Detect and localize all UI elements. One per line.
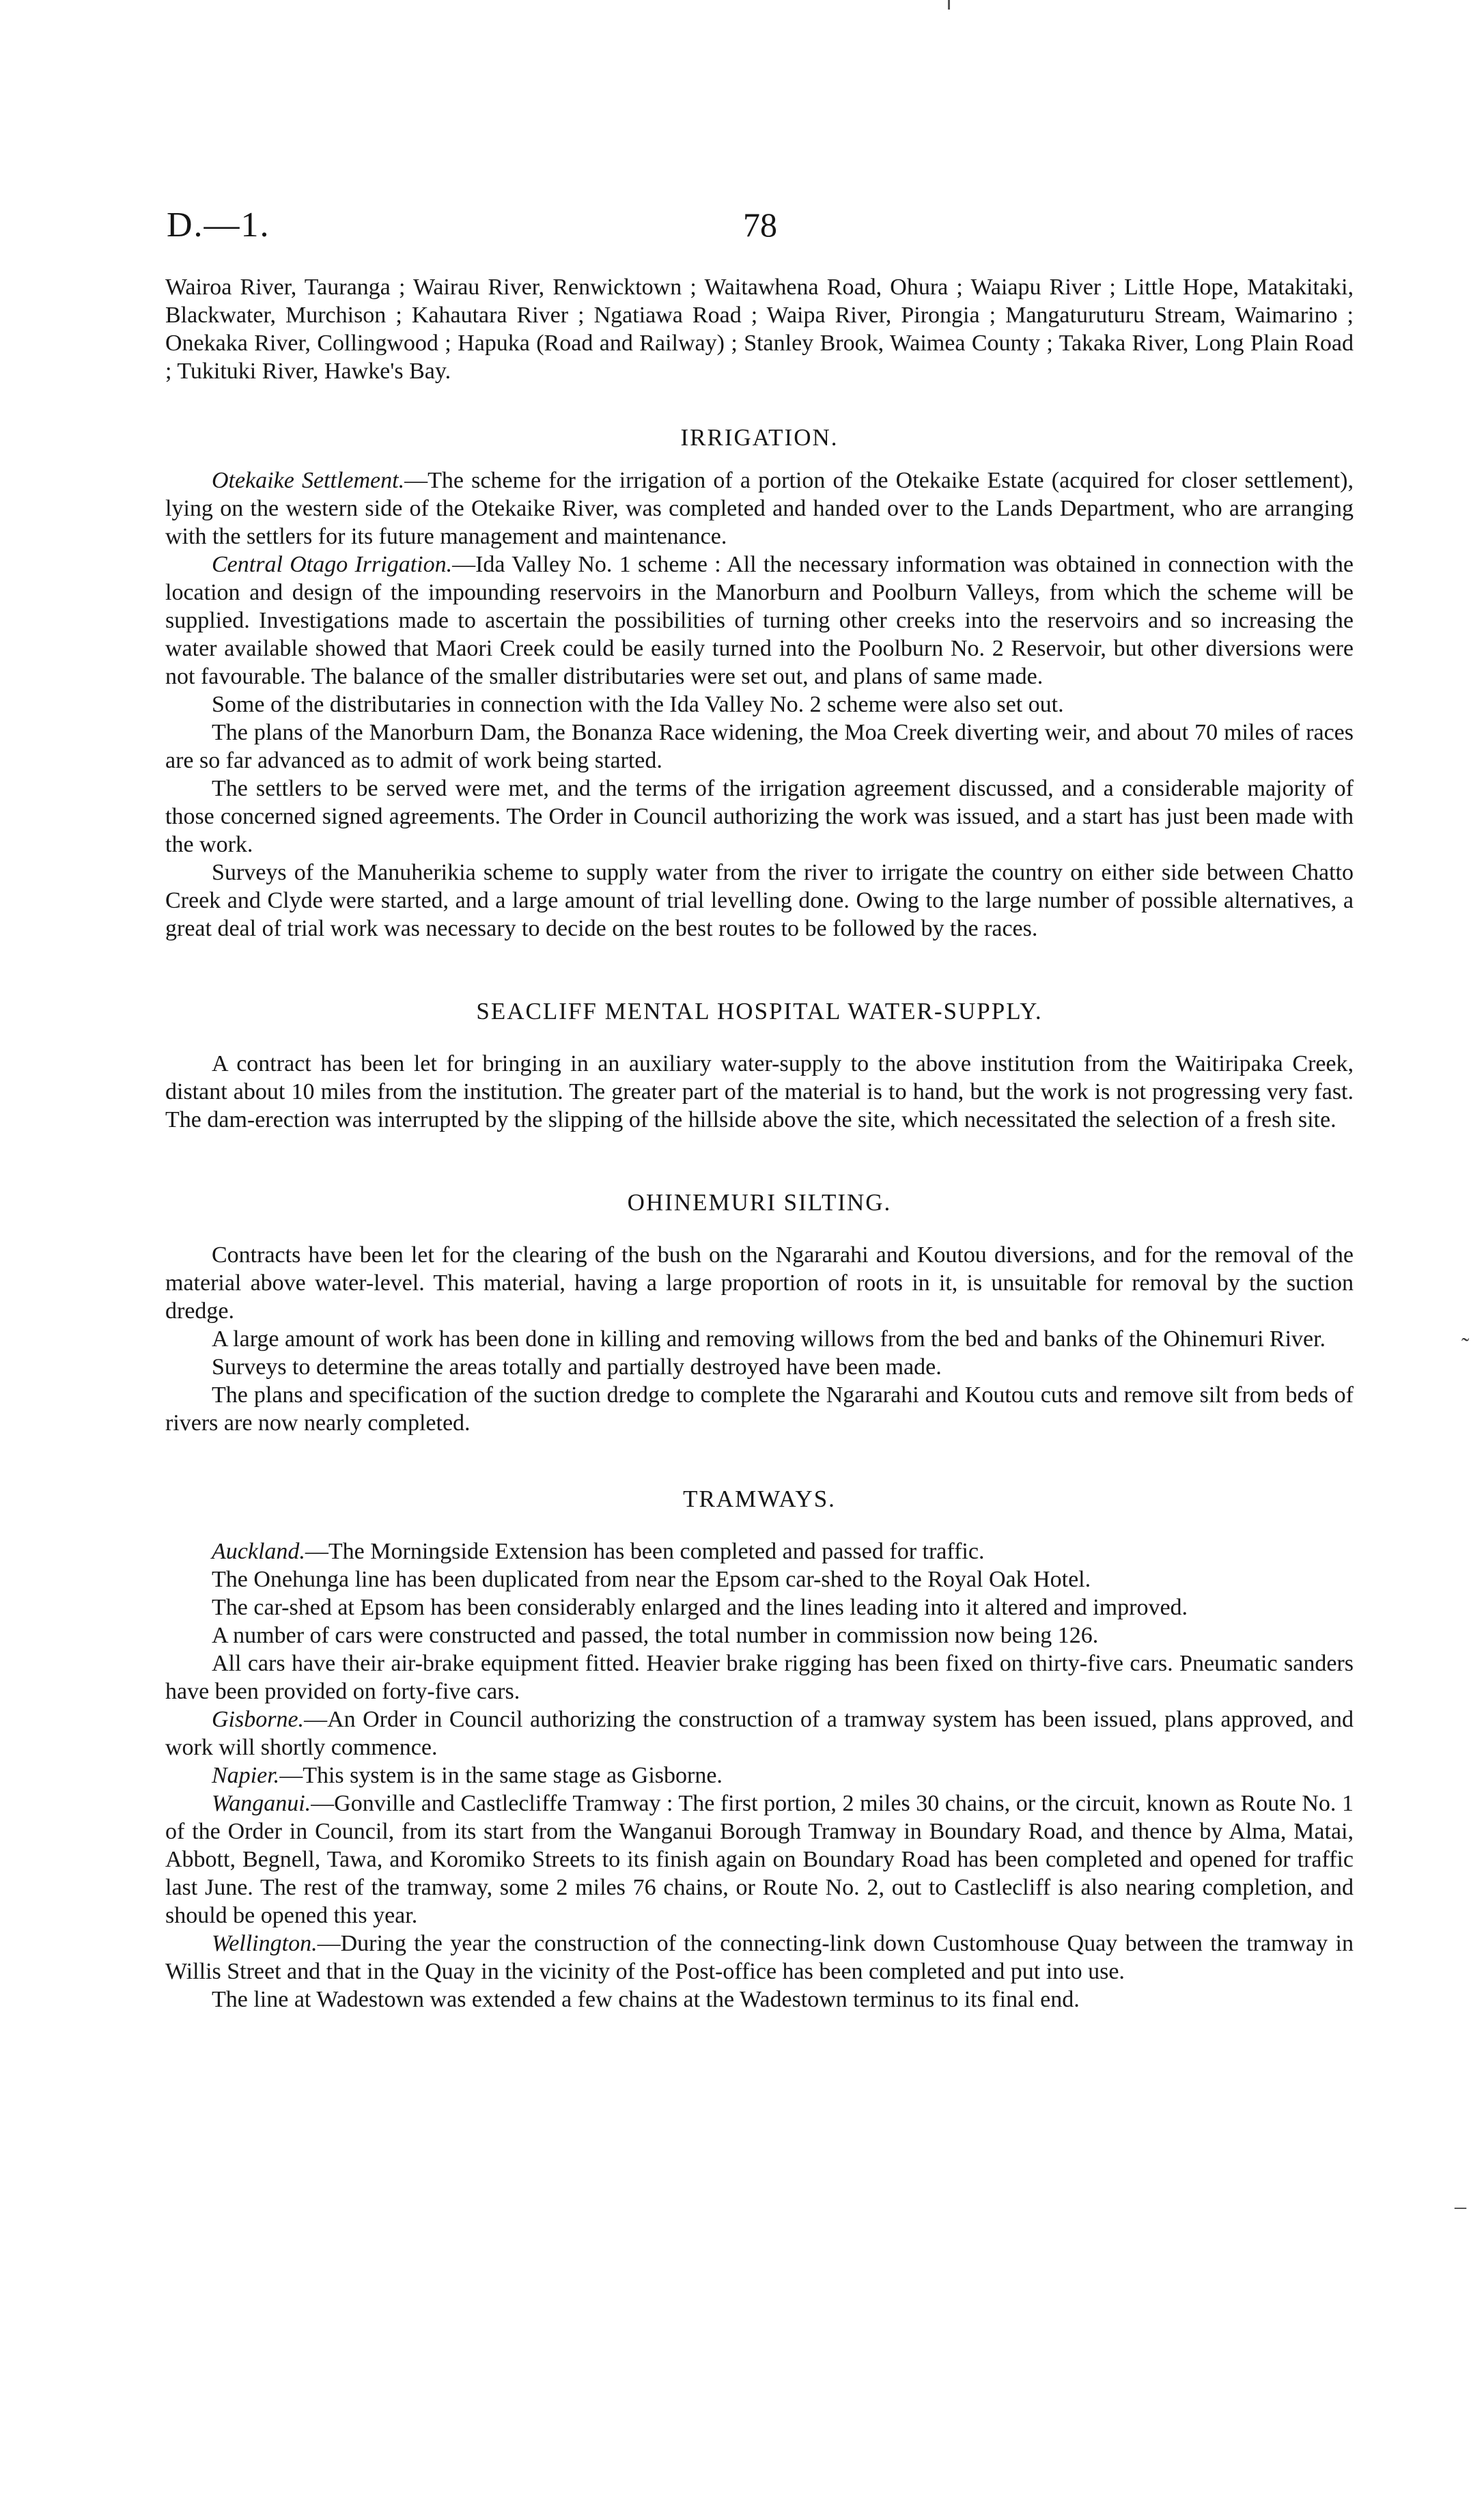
auckland-lead: Auckland. <box>212 1539 305 1564</box>
paragraph: A number of cars were constructed and passed, the total number in commission now being 126. <box>212 1623 1099 1648</box>
irrigation-heading: IRRIGATION. <box>680 424 839 451</box>
auckland-paragraph <box>165 1537 1354 1565</box>
paragraph: The settlers to be served were met, and the terms of the irrigation agreement discussed, and a considerable majority of those concerned signed agreements. The Order in Council authorizing the work was issued, and a start has just been made with the work. <box>165 776 1354 857</box>
paragraph: The plans of the Manorburn Dam, the Bonanza Race widening, the Moa Creek diverting weir, and about 70 miles of races are so far advanced as to admit of work being started. <box>165 720 1354 773</box>
otekaike-paragraph <box>165 466 1354 551</box>
seacliff-section <box>165 997 1354 1134</box>
document-reference: D.—1. <box>167 206 270 245</box>
ohinemuri-heading: OHINEMURI SILTING. <box>627 1189 892 1216</box>
wellington-text: —During the year the construction of the connecting-link down Customhouse Quay between the tramway in Willis Street and that in the Quay in the vicinity of the Post-office has been completed and put into use. <box>165 1931 1354 1984</box>
paragraph: Surveys of the Manuherikia scheme to supply water from the river to irrigate the country on either side between Chatto Creek and Clyde were started, and a large amount of trial levelling done. Owing to the large number of possible alternatives, a great deal of trial work was necessary to decide on the best routes to be followed by the races. <box>165 860 1354 941</box>
napier-text: —This system is in the same stage as Gisborne. <box>279 1763 723 1788</box>
wellington-lead: Wellington. <box>212 1931 318 1956</box>
paragraph: The car-shed at Epsom has been considerably enlarged and the lines leading into it altered and improved. <box>212 1595 1188 1620</box>
paragraph: A large amount of work has been done in killing and removing willows from the bed and banks of the Ohinemuri River. <box>212 1326 1326 1352</box>
gisborne-text: —An Order in Council authorizing the construction of a tramway system has been issued, plans approved, and work will shortly commence. <box>165 1707 1354 1760</box>
central-otago-paragraph <box>165 551 1354 691</box>
central-otago-text: —Ida Valley No. 1 scheme : All the necessary information was obtained in connection with the location and design of the impounding reservoirs in the Manorburn and Poolburn Valleys, from which the scheme will be supplied. Investigations made to ascertain the possibilities of turning other creeks into the reservoirs and so increasing the water available showed that Maori Creek could be easily turned into the Poolburn No. 2 Reservoir, but other diversions were not favourable. The balance of the smaller distributaries were set out, and plans of same made. <box>165 552 1354 689</box>
wanganui-paragraph <box>165 1789 1354 1930</box>
margin-dash: – <box>1455 2194 1466 2219</box>
tramways-heading: TRAMWAYS. <box>683 1486 836 1512</box>
seacliff-heading: SEACLIFF MENTAL HOSPITAL WATER-SUPPLY. <box>476 998 1043 1025</box>
paragraph: The line at Wadestown was extended a few chains at the Wadestown terminus to its final end. <box>212 1987 1080 2012</box>
wellington-paragraph <box>165 1930 1354 1986</box>
wanganui-text: —Gonville and Castlecliffe Tramway : The first portion, 2 miles 30 chains, or the circuit, known as Route No. 1 of the Order in Council, from its start from the Wanganui Borough Tramway in Boundary Road, and thence by Alma, Matai, Abbott, Begnell, Tawa, and Koromiko Streets to its finish again on Boundary Road has been completed and opened for traffic last June. The rest of the tramway, some 2 miles 76 chains, or Route No. 2, out to Castlecliff is also nearing completion, and should be opened this year. <box>165 1791 1354 1928</box>
central-otago-lead: Central Otago Irrigation. <box>212 552 453 577</box>
paragraph: Some of the distributaries in connection with the Ida Valley No. 2 scheme were also set out. <box>212 692 1064 717</box>
paragraph: A contract has been let for bringing in an auxiliary water-supply to the above institution from the Waitiripaka Creek, distant about 10 miles from the institution. The greater part of the material is to hand, but the work is not progressing very fast. The dam-erection was interrupted by the slipping of the hillside above the site, which necessitated the selection of a fresh site. <box>165 1051 1354 1132</box>
ohinemuri-section <box>165 1188 1354 1437</box>
napier-lead: Napier. <box>212 1763 280 1788</box>
paragraph: The Onehunga line has been duplicated from near the Epsom car-shed to the Royal Oak Hotel. <box>212 1567 1091 1592</box>
otekaike-text: —The scheme for the irrigation of a portion of the Otekaike Estate (acquired for closer settlement), lying on the western side of the Otekaike River, was completed and handed over to the Lands Department, who are arranging with the settlers for its future management and maintenance. <box>165 468 1354 549</box>
gisborne-lead: Gisborne. <box>212 1707 305 1732</box>
wanganui-lead: Wanganui. <box>212 1791 311 1816</box>
intro-paragraph: Wairoa River, Tauranga ; Wairau River, Renwicktown ; Waitawhena Road, Ohura ; Waiapu River ; Little Hope, Matakitaki, Blackwater, Murchison ; Kahautara River ; Ngatiawa Road ; Waipa River, Pirongia ; Mangaturuturu Stream, Waimarino ; Onekaka River, Collingwood ; Hapuka (Road and Railway) ; Stanley Brook, Waimea County ; Takaka River, Long Plain Road ; Tukituki River, Hawke's Bay. <box>165 275 1354 384</box>
paragraph: Surveys to determine the areas totally and partially destroyed have been made. <box>212 1354 942 1380</box>
paragraph: Contracts have been let for the clearing of the bush on the Ngararahi and Koutou diversions, and for the removal of the material above water-level. This material, having a large proportion of roots in it, is unsuitable for removal by the suction dredge. <box>165 1242 1354 1324</box>
irrigation-section <box>165 423 1354 943</box>
page-body <box>165 273 1354 2014</box>
scan-mark <box>948 0 950 10</box>
margin-mark: ˷ <box>1461 1317 1470 1342</box>
otekaike-lead: Otekaike Settlement. <box>212 468 405 493</box>
auckland-text: —The Morningside Extension has been completed and passed for traffic. <box>305 1539 985 1564</box>
paragraph: The plans and specification of the suction dredge to complete the Ngararahi and Koutou cuts and remove silt from beds of rivers are now nearly completed. <box>165 1382 1354 1436</box>
gisborne-paragraph <box>165 1705 1354 1761</box>
napier-paragraph <box>165 1761 1354 1789</box>
page-number: 78 <box>743 206 777 244</box>
paragraph: All cars have their air-brake equipment fitted. Heavier brake rigging has been fixed on thirty-five cars. Pneumatic sanders have been provided on forty-five cars. <box>165 1651 1354 1704</box>
tramways-section <box>165 1485 1354 2014</box>
